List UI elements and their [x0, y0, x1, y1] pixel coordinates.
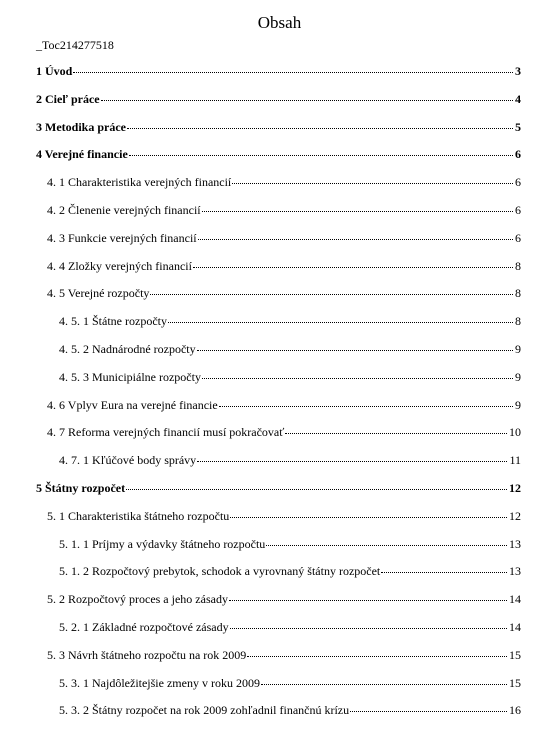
toc-dot-leader: [230, 628, 507, 629]
toc-entry-label: 4. 2 Členenie verejných financií: [47, 203, 201, 217]
toc-entry-page-number: 12: [509, 481, 521, 495]
toc-entry-label: 4. 3 Funkcie verejných financií: [47, 230, 197, 245]
toc-entry[interactable]: [47, 648, 521, 662]
toc-dot-leader: [261, 684, 507, 685]
toc-dot-leader: [202, 378, 513, 379]
toc-entry-label: 5. 1. 1 Príjmy a výdavky štátneho rozpočtu: [59, 536, 266, 551]
toc-dot-leader: [230, 517, 507, 518]
toc-dot-leader: [247, 656, 507, 657]
toc-dot-leader: [127, 128, 513, 129]
toc-dot-leader: [126, 489, 507, 490]
toc-dot-leader: [73, 72, 513, 73]
toc-dot-leader: [266, 545, 507, 546]
toc-entry-page-number: 6: [515, 230, 521, 245]
toc-entry-label: 5. 1 Charakteristika štátneho rozpočtu: [47, 508, 230, 523]
toc-entry-page-number: 6: [515, 203, 521, 217]
toc-entry[interactable]: [47, 203, 521, 217]
toc-entry[interactable]: [59, 564, 521, 578]
toc-entry-label: 4. 7 Reforma verejných financií musí pokračovať: [47, 425, 285, 440]
toc-entry[interactable]: [59, 370, 521, 384]
toc-entry[interactable]: [36, 120, 521, 134]
toc-entry-label: 4. 5. 1 Štátne rozpočty: [59, 314, 167, 329]
toc-entry-label: 5. 1. 2 Rozpočtový prebytok, schodok a vyrovnaný štátny rozpočet: [59, 564, 381, 579]
toc-entry-label: 2 Cieľ práce: [36, 91, 100, 106]
toc-entry[interactable]: [47, 286, 521, 300]
toc-entry[interactable]: [47, 259, 521, 273]
toc-entry[interactable]: [36, 64, 521, 78]
toc-entry[interactable]: [36, 481, 521, 495]
toc-entry[interactable]: [47, 509, 521, 523]
toc-dot-leader: [150, 294, 513, 295]
toc-dot-leader: [168, 322, 513, 323]
toc-entry-page-number: 4: [515, 91, 521, 106]
toc-entry-page-number: 9: [515, 342, 521, 356]
toc-entry-page-number: 14: [509, 620, 521, 634]
toc-entry-page-number: 13: [509, 564, 521, 579]
toc-entry-page-number: 6: [515, 175, 521, 190]
toc-entry-page-number: 9: [515, 397, 521, 412]
toc-dot-leader: [129, 155, 513, 156]
toc-entry-page-number: 15: [509, 647, 521, 662]
toc-entry-label: 4. 1 Charakteristika verejných financií: [47, 175, 232, 190]
toc-entry-label: 5. 2 Rozpočtový proces a jeho zásady: [47, 592, 228, 607]
toc-entry-label: 5. 2. 1 Základné rozpočtové zásady: [59, 620, 229, 634]
bookmark-field-code: _Toc214277518: [36, 38, 114, 52]
toc-entry[interactable]: [36, 92, 521, 106]
toc-dot-leader: [219, 406, 513, 407]
toc-dot-leader: [197, 461, 507, 462]
toc-entry-page-number: 5: [515, 119, 521, 134]
toc-entry[interactable]: [47, 425, 521, 439]
toc-entry-page-number: 8: [515, 314, 521, 329]
toc-entry-label: 4. 7. 1 Kľúčové body správy: [59, 453, 197, 468]
toc-entry[interactable]: [47, 592, 521, 606]
document-title: Obsah: [257, 13, 302, 32]
toc-entry[interactable]: [47, 398, 521, 412]
toc-entry-label: 4 Verejné financie: [36, 147, 128, 162]
toc-entry-page-number: 15: [509, 675, 521, 690]
toc-dot-leader: [350, 711, 507, 712]
toc-entry[interactable]: [47, 231, 521, 245]
toc-entry[interactable]: [59, 703, 521, 717]
toc-entry-label: 4. 6 Vplyv Eura na verejné financie: [47, 397, 218, 412]
toc-dot-leader: [101, 100, 513, 101]
toc-entry-label: 5. 3. 2 Štátny rozpočet na rok 2009 zohľadnil finančnú krízu: [59, 703, 350, 718]
toc-entry-label: 3 Metodika práce: [36, 119, 126, 134]
toc-entry-page-number: 8: [515, 258, 521, 273]
toc-entry[interactable]: [36, 147, 521, 161]
toc-entry[interactable]: [59, 676, 521, 690]
toc-entry-page-number: 12: [509, 508, 521, 523]
toc-dot-leader: [202, 211, 513, 212]
toc-entry-label: 4. 4 Zložky verejných financií: [47, 258, 192, 273]
toc-dot-leader: [381, 572, 507, 573]
toc-entry[interactable]: [47, 175, 521, 189]
toc-dot-leader: [229, 600, 507, 601]
toc-dot-leader: [198, 239, 513, 240]
toc-entry[interactable]: [59, 314, 521, 328]
toc-entry[interactable]: [59, 342, 521, 356]
toc-entry-page-number: 13: [509, 536, 521, 551]
toc-entry-label: 5. 3 Návrh štátneho rozpočtu na rok 2009: [47, 647, 247, 662]
toc-entry[interactable]: [59, 537, 521, 551]
toc-entry-label: 4. 5. 3 Municipiálne rozpočty: [59, 369, 201, 384]
toc-entry-page-number: 8: [515, 286, 521, 301]
toc-entry-page-number: 14: [509, 592, 521, 607]
toc-dot-leader: [285, 433, 507, 434]
toc-dot-leader: [197, 350, 513, 351]
toc-entry[interactable]: [59, 453, 521, 467]
toc-entry-label: 5. 3. 1 Najdôležitejšie zmeny v roku 2009: [59, 675, 260, 690]
toc-entry-label: 4. 5 Verejné rozpočty: [47, 286, 150, 301]
toc-entry-page-number: 9: [515, 369, 521, 384]
toc-entry-page-number: 10: [509, 425, 521, 440]
toc-entry[interactable]: [59, 620, 521, 634]
toc-entry-page-number: 6: [515, 147, 521, 162]
toc-entry-label: 5 Štátny rozpočet: [36, 481, 126, 495]
toc-dot-leader: [232, 183, 513, 184]
toc-entry-page-number: 16: [509, 703, 521, 718]
toc-dot-leader: [193, 267, 513, 268]
toc-entry-label: 1 Úvod: [36, 64, 73, 78]
toc-entry-label: 4. 5. 2 Nadnárodné rozpočty: [59, 342, 196, 356]
toc-entry-page-number: 3: [515, 64, 521, 78]
toc-entry-page-number: 11: [509, 453, 521, 468]
